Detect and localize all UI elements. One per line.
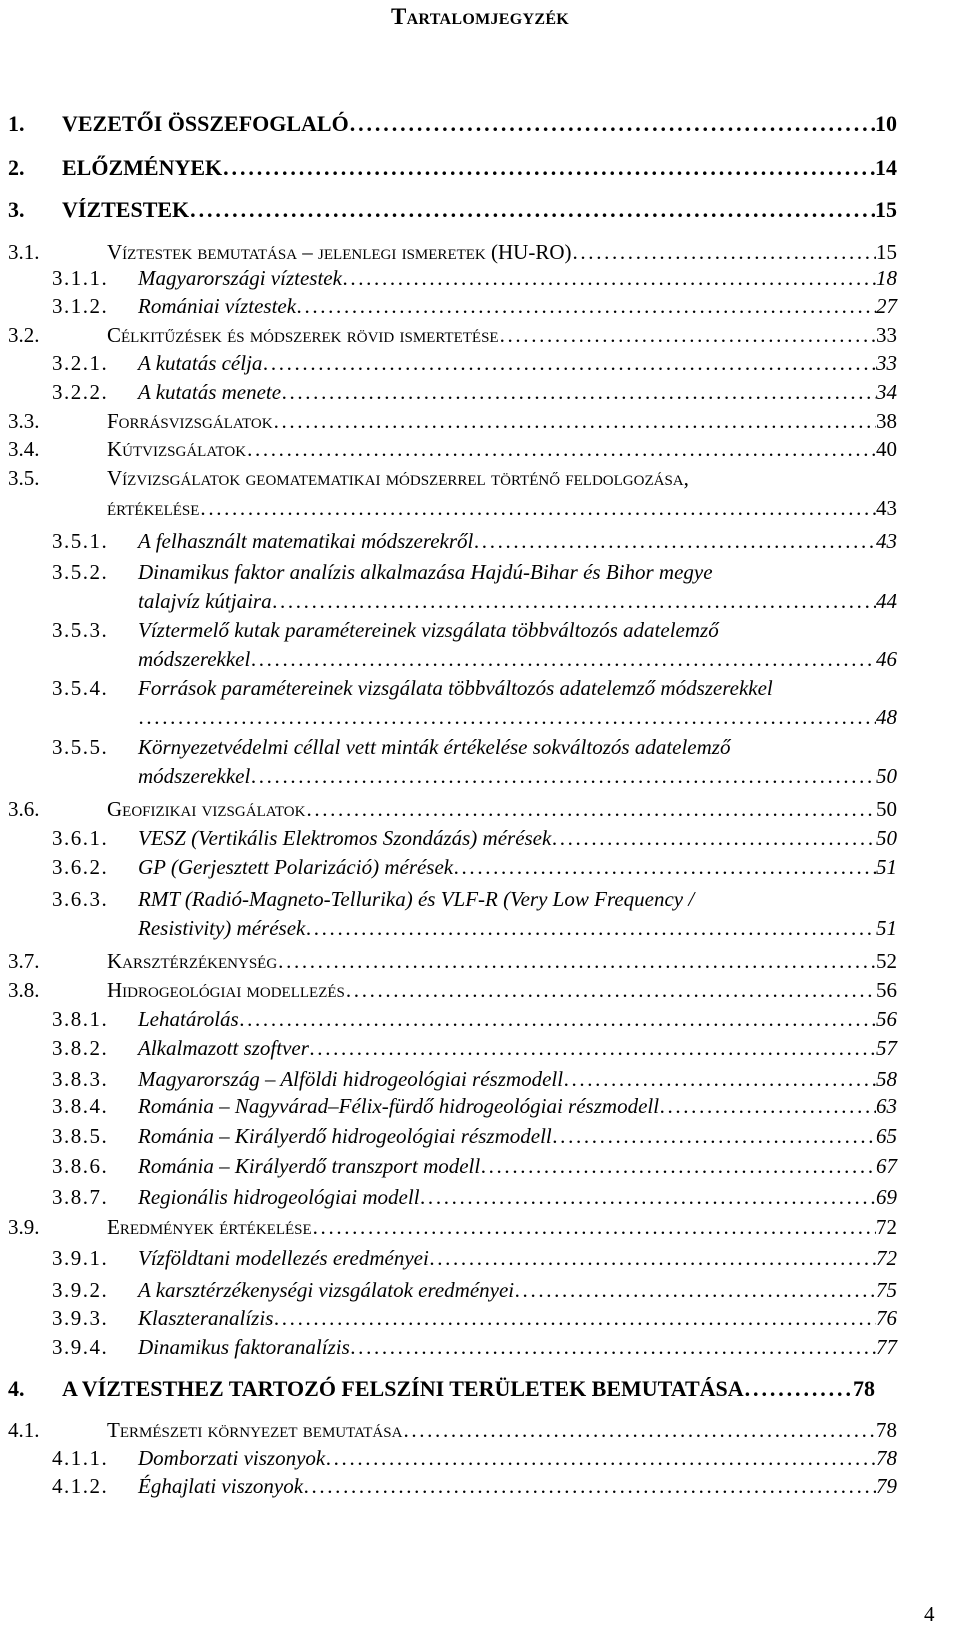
toc-leader-dots	[326, 1446, 876, 1471]
toc-entry-title-line1: Vízvizsgálatok geomatematikai módszerrel történő feldolgozása,	[107, 466, 689, 490]
toc-entry-number: 3.	[8, 197, 25, 222]
toc-entry-page: 72	[876, 1246, 897, 1270]
toc-entry-page: 40	[876, 437, 897, 461]
toc-entry-number: 3.7.	[8, 949, 40, 973]
toc-entry-number: 3.9.3.	[52, 1306, 109, 1330]
toc-entry-page: 50	[876, 826, 897, 850]
toc-leader-dots	[515, 1278, 876, 1303]
toc-entry-number: 3.8.3.	[52, 1067, 109, 1091]
toc-leader-dots	[190, 197, 875, 223]
toc-entry-title-line1: Dinamikus faktor analízis alkalmazása Hajdú-Bihar és Bihor megye	[138, 560, 713, 584]
toc-leader-dots	[240, 1007, 876, 1032]
toc-entry-row	[107, 496, 897, 521]
toc-entry-page: 65	[876, 1124, 897, 1148]
toc-entry-title: Geofizikai vizsgálatok	[107, 797, 306, 821]
toc-entry-title: Magyarországi víztestek	[138, 266, 342, 290]
toc-leader-dots	[564, 1067, 876, 1092]
toc-entry-row	[138, 1335, 897, 1360]
toc-entry-number: 2.	[8, 155, 25, 180]
toc-entry-title: Regionális hidrogeológiai modell	[138, 1185, 420, 1209]
toc-entry-row	[138, 1278, 897, 1303]
toc-entry-page: 50	[876, 764, 897, 788]
toc-leader-dots	[297, 294, 876, 319]
toc-entry-page: 43	[876, 529, 897, 553]
toc-entry-number: 3.8.	[8, 978, 40, 1002]
toc-entry-title: Víztestek bemutatása – jelenlegi ismeretek (HU-RO)	[107, 240, 572, 264]
toc-entry-row	[138, 1474, 897, 1499]
toc-entry-title: talajvíz kútjaira	[138, 589, 272, 613]
toc-entry-number: 1.	[8, 111, 25, 136]
toc-entry-page: 38	[876, 409, 897, 433]
toc-entry-page: 50	[876, 797, 897, 821]
toc-entry-page: 15	[876, 240, 897, 264]
toc-entry-title: Románia – Királyerdő transzport modell	[138, 1154, 481, 1178]
toc-entry-row	[138, 1036, 897, 1061]
toc-leader-dots	[251, 764, 876, 789]
toc-leader-dots	[403, 1418, 876, 1443]
toc-entry-number: 3.1.	[8, 240, 40, 264]
toc-entry-title: Karsztérzékenység	[107, 949, 278, 973]
toc-entry-number: 3.1.2.	[52, 294, 109, 318]
toc-entry-title: Lehatárolás	[138, 1007, 239, 1031]
toc-leader-dots	[474, 529, 876, 554]
toc-entry-number: 4.1.	[8, 1418, 40, 1442]
toc-entry-number: 3.8.2.	[52, 1036, 109, 1060]
toc-leader-dots	[274, 409, 876, 434]
toc-entry-title: értékelése	[107, 496, 200, 520]
toc-leader-dots	[247, 437, 876, 462]
toc-entry-row	[138, 1007, 897, 1032]
toc-entry-page: 10	[875, 111, 897, 136]
toc-leader-dots	[553, 1124, 876, 1149]
toc-entry-title: Magyarország – Alföldi hidrogeológiai részmodell	[138, 1067, 564, 1091]
toc-entry-title: GP (Gerjesztett Polarizáció) mérések	[138, 855, 454, 879]
toc-entry-page: 78	[876, 1446, 897, 1470]
toc-entry-row	[138, 826, 897, 851]
toc-entry-number: 3.8.7.	[52, 1185, 109, 1209]
toc-entry-title: ELŐZMÉNYEK	[62, 155, 223, 180]
toc-leader-dots	[304, 1474, 876, 1499]
toc-entry-row	[62, 155, 897, 181]
toc-entry-row	[138, 529, 897, 554]
toc-entry-row	[138, 1124, 897, 1149]
toc-entry-number: 3.6.1.	[52, 826, 109, 850]
toc-entry-page: 77	[876, 1335, 897, 1359]
toc-entry-title: A kutatás menete	[138, 380, 282, 404]
toc-entry-number: 3.2.2.	[52, 380, 109, 404]
toc-entry-row	[138, 380, 897, 405]
toc-entry-page: 78	[876, 1418, 897, 1442]
toc-entry-title: Resistivity) mérések	[138, 916, 306, 940]
toc-entry-number: 3.6.	[8, 797, 40, 821]
toc-leader-dots	[421, 1185, 876, 1210]
toc-entry-title: Hidrogeológiai modellezés	[107, 978, 345, 1002]
toc-entry-number: 3.8.1.	[52, 1007, 109, 1031]
toc-entry-title: Kútvizsgálatok	[107, 437, 247, 461]
toc-entry-number: 3.9.1.	[52, 1246, 109, 1270]
toc-leader-dots	[223, 155, 875, 181]
toc-entry-number: 3.5.4.	[52, 676, 109, 700]
toc-entry-number: 3.5.1.	[52, 529, 109, 553]
toc-entry-title: VÍZTESTEK	[62, 197, 190, 222]
toc-entry-number: 3.6.3.	[52, 887, 109, 911]
toc-entry-row	[107, 978, 897, 1003]
toc-entry-page: 52	[876, 949, 897, 973]
toc-entry-page: 34	[876, 380, 897, 404]
toc-entry-title: A VÍZTESTHEZ TARTOZÓ FELSZÍNI TERÜLETEK BEMUTATÁSA	[62, 1376, 744, 1401]
toc-entry-title: Romániai víztestek	[138, 294, 297, 318]
toc-entry-number: 3.8.6.	[52, 1154, 109, 1178]
toc-entry-title-line1: Környezetvédelmi céllal vett minták értékelése sokváltozós adatelemző	[138, 735, 731, 759]
toc-leader-dots	[310, 1036, 876, 1061]
toc-entry-page: 27	[876, 294, 897, 318]
toc-entry-number: 3.4.	[8, 437, 40, 461]
toc-entry-title: VESZ (Vertikális Elektromos Szondázás) mérések	[138, 826, 552, 850]
toc-leader-dots	[139, 705, 876, 730]
toc-entry-row	[138, 1446, 897, 1471]
toc-entry-title: VEZETŐI ÖSSZEFOGLALÓ	[62, 111, 349, 136]
toc-entry-row	[107, 240, 897, 265]
toc-entry-title-line1: Víztermelő kutak paramétereinek vizsgálata többváltozós adatelemző	[138, 618, 719, 642]
toc-entry-page: 14	[875, 155, 897, 180]
toc-entry-number: 3.2.	[8, 323, 40, 347]
toc-entry-page: 57	[876, 1036, 897, 1060]
toc-entry-title: Klaszteranalízis	[138, 1306, 274, 1330]
toc-entry-row	[138, 351, 897, 376]
toc-entry-row	[138, 705, 897, 730]
toc-entry-page: 78	[853, 1376, 875, 1401]
toc-entry-row	[138, 764, 897, 789]
toc-entry-number: 3.9.2.	[52, 1278, 109, 1302]
toc-entry-row	[138, 1246, 897, 1271]
toc-leader-dots	[313, 1215, 876, 1240]
toc-entry-page: 33	[876, 351, 897, 375]
toc-entry-title: módszerekkel	[138, 764, 251, 788]
toc-entry-number: 3.3.	[8, 409, 40, 433]
toc-entry-title: Vízföldtani modellezés eredményei	[138, 1246, 429, 1270]
toc-entry-number: 3.8.5.	[52, 1124, 109, 1148]
toc-entry-page: 51	[876, 916, 897, 940]
toc-entry-page: 48	[876, 705, 897, 729]
toc-leader-dots	[274, 1306, 876, 1331]
toc-entry-row	[107, 323, 897, 348]
toc-leader-dots	[481, 1154, 876, 1179]
toc-leader-dots	[343, 266, 876, 291]
toc-entry-page: 58	[876, 1067, 897, 1091]
toc-leader-dots	[430, 1246, 876, 1271]
toc-entry-page: 56	[876, 1007, 897, 1031]
toc-entry-number: 3.5.3.	[52, 618, 109, 642]
toc-entry-number: 3.9.	[8, 1215, 40, 1239]
toc-entry-row	[107, 949, 897, 974]
toc-entry-title: A kutatás célja	[138, 351, 263, 375]
toc-entry-page: 67	[876, 1154, 897, 1178]
toc-leader-dots	[306, 916, 876, 941]
toc-entry-row	[107, 1418, 897, 1443]
toc-entry-number: 4.1.1.	[52, 1446, 109, 1470]
toc-entry-number: 3.1.1.	[52, 266, 109, 290]
toc-entry-number: 3.5.2.	[52, 560, 109, 584]
toc-entry-title: A felhasznált matematikai módszerekről	[138, 529, 474, 553]
toc-entry-number: 3.5.5.	[52, 735, 109, 759]
toc-entry-row	[107, 437, 897, 462]
toc-entry-page: 76	[876, 1306, 897, 1330]
toc-entry-title: Alkalmazott szoftver	[138, 1036, 309, 1060]
toc-entry-page: 69	[876, 1185, 897, 1209]
toc-entry-row	[62, 111, 897, 137]
toc-leader-dots	[552, 826, 876, 851]
toc-leader-dots	[273, 589, 876, 614]
page-title: Tartalomjegyzék	[390, 4, 570, 29]
toc-entry-row	[62, 197, 897, 223]
toc-entry-page: 43	[876, 496, 897, 520]
toc-entry-number: 4.1.2.	[52, 1474, 109, 1498]
toc-leader-dots	[745, 1376, 853, 1402]
toc-leader-dots	[500, 323, 876, 348]
toc-entry-title: Célkitűzések és módszerek rövid ismertetése	[107, 323, 499, 347]
toc-entry-page: 56	[876, 978, 897, 1002]
toc-entry-title: Dinamikus faktoranalízis	[138, 1335, 350, 1359]
toc-entry-number: 3.8.4.	[52, 1094, 109, 1118]
toc-leader-dots	[346, 978, 876, 1003]
toc-leader-dots	[454, 855, 876, 880]
page-number: 4	[924, 1602, 935, 1626]
toc-entry-title-line1: RMT (Radió-Magneto-Tellurika) és VLF-R (Very Low Frequency /	[138, 887, 695, 911]
toc-leader-dots	[251, 647, 876, 672]
toc-leader-dots	[306, 797, 876, 822]
toc-entry-row	[138, 855, 897, 880]
toc-leader-dots	[660, 1094, 876, 1119]
toc-entry-title: Románia – Királyerdő hidrogeológiai részmodell	[138, 1124, 552, 1148]
toc-leader-dots	[350, 111, 875, 137]
toc-leader-dots	[278, 949, 876, 974]
toc-leader-dots	[200, 496, 876, 521]
toc-entry-row	[138, 1306, 897, 1331]
toc-entry-row	[138, 1094, 897, 1119]
toc-entry-page: 15	[875, 197, 897, 222]
toc-entry-number: 3.2.1.	[52, 351, 109, 375]
toc-entry-page: 18	[876, 266, 897, 290]
toc-entry-page: 72	[876, 1215, 897, 1239]
toc-leader-dots	[282, 380, 876, 405]
toc-entry-number: 3.9.4.	[52, 1335, 109, 1359]
toc-entry-title: módszerekkel	[138, 647, 251, 671]
toc-entry-page: 51	[876, 855, 897, 879]
toc-leader-dots	[573, 240, 877, 265]
toc-entry-title: Természeti környezet bemutatása	[107, 1418, 403, 1442]
toc-entry-number: 3.5.	[8, 466, 40, 490]
toc-entry-row	[138, 1185, 897, 1210]
toc-entry-title: Románia – Nagyvárad–Félix-fürdő hidrogeológiai részmodell	[138, 1094, 660, 1118]
toc-entry-page: 33	[876, 323, 897, 347]
toc-entry-number: 4.	[8, 1376, 25, 1401]
toc-entry-row	[107, 797, 897, 822]
toc-entry-row	[138, 266, 897, 291]
toc-entry-title-line1: Források paramétereinek vizsgálata többváltozós adatelemző módszerekkel	[138, 676, 773, 700]
toc-entry-page: 46	[876, 647, 897, 671]
toc-entry-row	[107, 1215, 897, 1240]
toc-entry-row	[138, 1067, 897, 1092]
toc-entry-title: Forrásvizsgálatok	[107, 409, 273, 433]
toc-entry-title: A karsztérzékenységi vizsgálatok eredményei	[138, 1278, 515, 1302]
toc-entry-row	[138, 294, 897, 319]
toc-entry-row	[138, 589, 897, 614]
toc-entry-row	[138, 1154, 897, 1179]
toc-leader-dots	[263, 351, 876, 376]
toc-entry-page: 44	[876, 589, 897, 613]
toc-entry-page: 63	[876, 1094, 897, 1118]
toc-entry-row	[62, 1376, 875, 1402]
toc-entry-row	[107, 409, 897, 434]
toc-entry-page: 79	[876, 1474, 897, 1498]
toc-entry-row	[138, 916, 897, 941]
toc-entry-number: 3.6.2.	[52, 855, 109, 879]
toc-entry-title: Éghajlati viszonyok	[138, 1474, 304, 1498]
toc-leader-dots	[351, 1335, 876, 1360]
toc-entry-row	[138, 647, 897, 672]
toc-entry-page: 75	[876, 1278, 897, 1302]
toc-entry-title: Domborzati viszonyok	[138, 1446, 326, 1470]
toc-entry-title: Eredmények értékelése	[107, 1215, 312, 1239]
